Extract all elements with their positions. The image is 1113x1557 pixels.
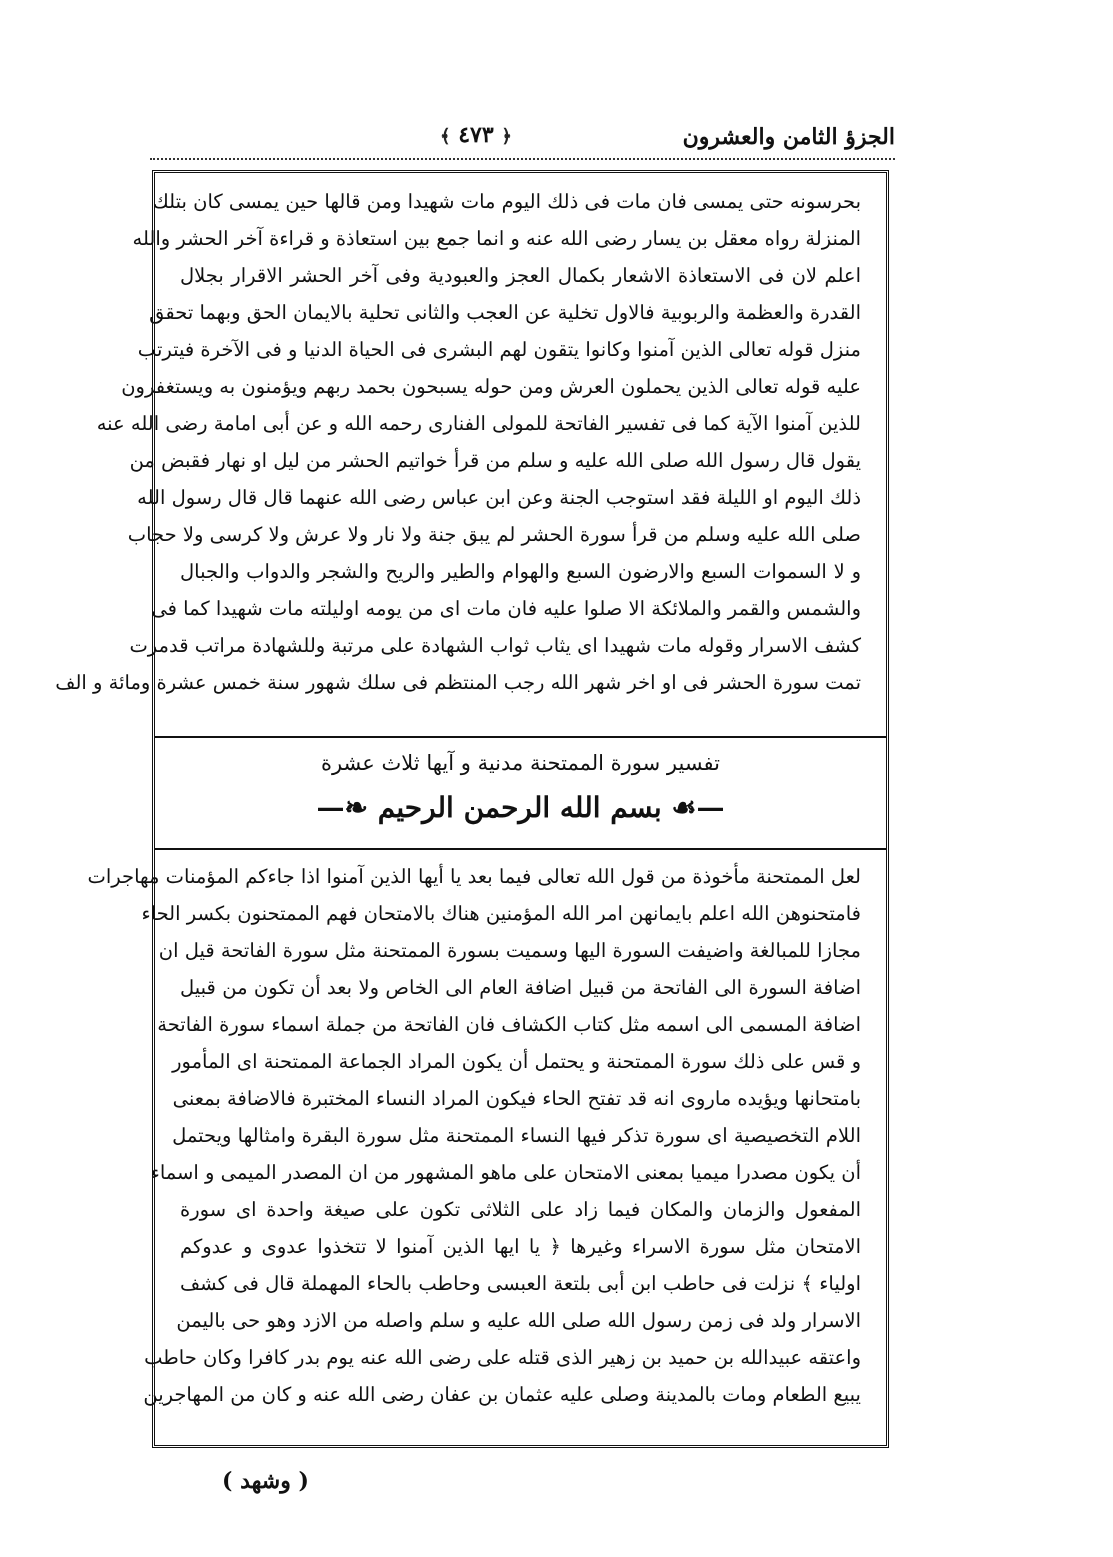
text-line: للذين آمنوا الآية كما فى تفسير الفاتحة للمولى الفنارى رحمه الله و عن أبى امامة رضى الله عنه [96,412,861,435]
header-divider [150,158,895,160]
section-divider-bottom [155,848,886,850]
section-divider-top [155,736,886,738]
catchword: ( وشهد ) [222,1468,309,1494]
text-line: صلى الله عليه وسلم من قرأ سورة الحشر لم يبق جنة ولا نار ولا عرش ولا كرسى ولا حجاب [127,523,861,546]
text-line: اعلم لان فى الاستعاذة الاشعار بكمال العجز والعبودية وفى آخر الحشر الاقرار بجلال [180,264,861,287]
basmala-text: بسم الله الرحمن الرحيم [377,791,662,824]
page-number-group [440,122,512,148]
text-line: تمت سورة الحشر فى او اخر شهر الله رجب المنتظم فى سلك شهور سنة خمس عشرة ومائة و الف [55,671,861,694]
text-frame [55,170,889,1448]
basmala-ornament-left-icon: ❧— [316,791,368,824]
text-line: الاسرار ولد فى زمن رسول الله صلى الله عليه و سلم واصله من الازد وهو حى باليمن [176,1309,861,1332]
text-line: يبيع الطعام ومات بالمدينة وصلى عليه عثمان بن عفان رضى الله عنه و كان من المهاجرين [143,1383,861,1406]
text-line: واعتقه عبيدالله بن حميد بن زهير الذى قتله على رضى الله عنه يوم بدر كافرا وكان حاطب [144,1346,861,1369]
text-line: الامتحان مثل سورة الاسراء وغيرها ﴿ يا ايها الذين آمنوا لا تتخذوا عدوى و عدوكم [180,1235,861,1258]
basmala-heading [155,791,886,824]
text-line: بامتحانها ويؤيده ماروى انه قد تفتح الحاء فيكون المراد النساء المختبرة فالاضافة بمعنى [172,1087,861,1110]
ornament-left-icon: ﴾ [440,126,451,147]
text-line: والشمس والقمر والملائكة الا صلوا عليه فان مات اى من يومه اوليلته مات شهيدا كما فى [151,597,861,620]
text-line: اللام التخصيصية اى سورة تذكر فيها النساء الممتحنة مثل سورة البقرة وامثالها ويحتمل [172,1124,861,1147]
text-block-2 [87,858,861,1413]
text-line: لعل الممتحنة مأخوذة من قول الله تعالى فيما بعد يا أيها الذين آمنوا اذا جاءكم المؤمنات مهاجرات [87,865,861,888]
text-line: القدرة والعظمة والربوبية فالاول تخلية عن العجب والثانى تحلية بالايمان الحق وبهما تحقق [149,301,861,324]
basmala-ornament-right-icon: —☙ [671,791,725,824]
text-block-1 [55,183,861,701]
text-line: و لا السموات السبع والارضون السبع والهوام والطير والريح والشجر والدواب والجبال [180,560,861,583]
text-line: اضافة المسمى الى اسمه مثل كتاب الكشاف فان الفاتحة من جملة اسماء سورة الفاتحة [157,1013,861,1036]
text-line: منزل قوله تعالى الذين آمنوا وكانوا يتقون لهم البشرى فى الحياة الدنيا و فى الآخرة فيترتب [137,338,861,361]
surah-title: تفسير سورة الممتحنة مدنية و آيها ثلاث عشرة [320,751,721,775]
page-header [150,118,895,158]
text-line: بحرسونه حتى يمسى فان مات فى ذلك اليوم مات شهيدا ومن قالها حين يمسى كان بتلك [152,190,861,213]
text-line: فامتحنوهن الله اعلم بايمانهن امر الله المؤمنين هناك بالامتحان فهم الممتحنون بكسر الحاء [141,902,861,925]
text-line: المنزلة رواه معقل بن يسار رضى الله عنه و انما جمع بين استعاذة و قراءة آخر الحشر والله [132,227,861,250]
text-line: أن يكون مصدرا ميميا بمعنى الامتحان على ماهو المشهور من ان المصدر الميمى و اسماء [150,1161,861,1184]
text-line: يقول قال رسول الله صلى الله عليه و سلم من قرأ خواتيم الحشر من ليل او نهار فقبض من [129,449,861,472]
text-line: و قس على ذلك سورة الممتحنة و يحتمل أن يكون المراد الجماعة الممتحنة اى المأمور [172,1050,861,1073]
running-title: الجزؤ الثامن والعشرون [682,124,895,150]
text-line: عليه قوله تعالى الذين يحملون العرش ومن حوله يسبحون بحمد ربهم ويؤمنون به ويستغفرون [121,375,861,398]
text-line: اضافة السورة الى الفاتحة من قبيل اضافة العام الى الخاص ولا بعد أن تكون من قبيل [180,976,861,999]
text-line: ذلك اليوم او الليلة فقد استوجب الجنة وعن ابن عباس رضى الله عنهما قال قال رسول الله [137,486,861,509]
page-number: ٤٧٣ [458,122,494,148]
text-line: كشف الاسرار وقوله مات شهيدا اى يثاب ثواب الشهادة على مرتبة وللشهادة مراتب قدمرت [129,634,861,657]
text-line: مجازا للمبالغة واضيفت السورة اليها وسميت بسورة الممتحنة مثل سورة الفاتحة قيل ان [158,939,861,962]
ornament-right-icon: ﴿ [501,126,512,147]
text-line: المفعول والزمان والمكان فيما زاد على الثلاثى تكون على صيغة واحدة اى سورة [180,1198,861,1221]
text-line: اولياء ﴾ نزلت فى حاطب ابن أبى بلتعة العبسى وحاطب بالحاء المهملة قال فى كشف [180,1272,861,1295]
